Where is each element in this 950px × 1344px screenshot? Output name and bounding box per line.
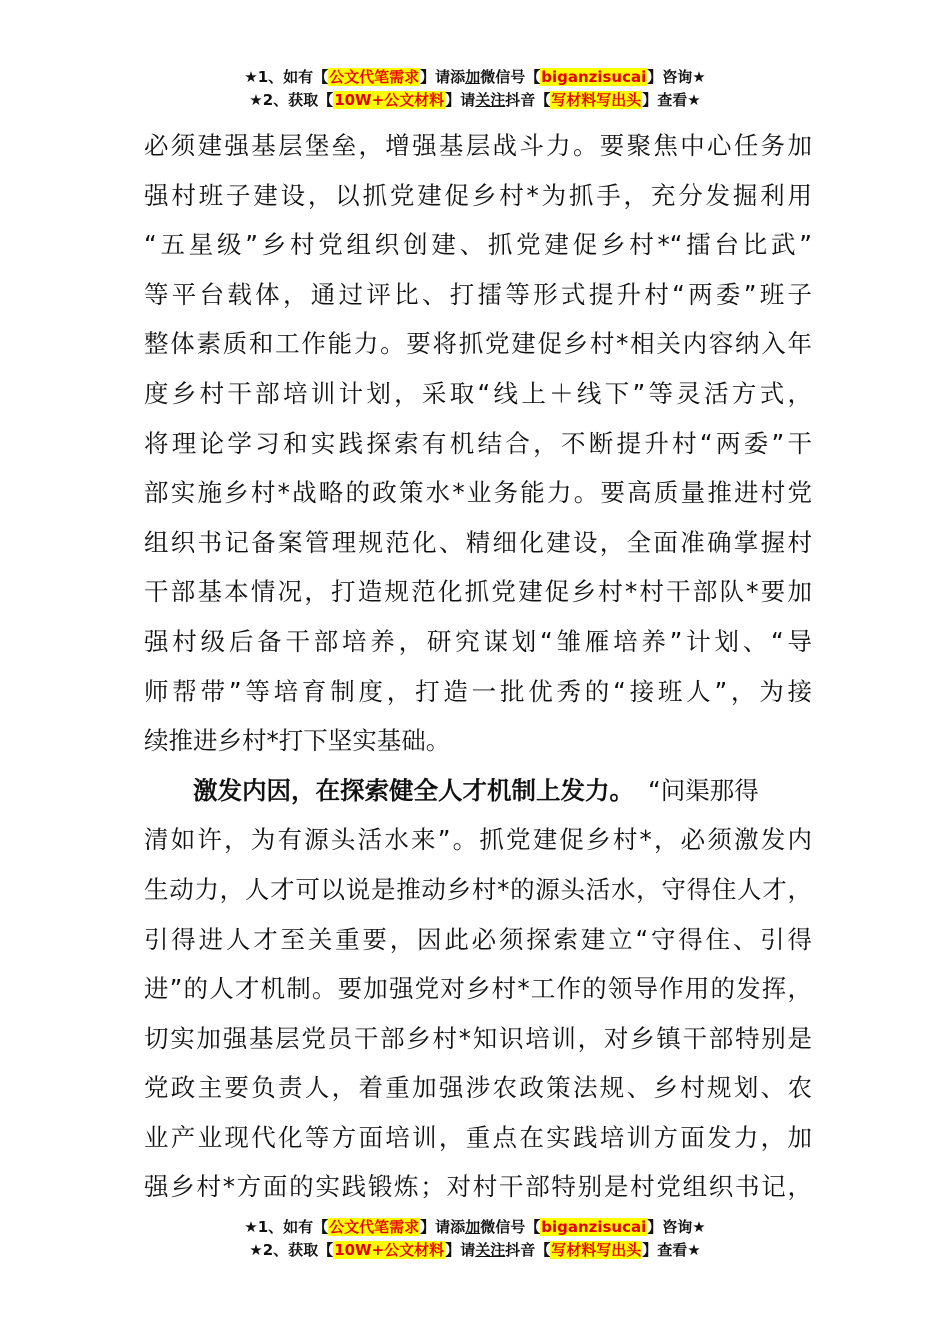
footer-banner bbox=[0, 1216, 950, 1262]
banner-highlight: 公文代笔需求 bbox=[329, 68, 420, 86]
banner-highlight: 10W+公文材料 bbox=[334, 91, 445, 109]
body-text: “问渠那得 bbox=[648, 775, 759, 805]
banner-text: 】请 bbox=[445, 91, 476, 109]
banner-text: 抖音【 bbox=[505, 1241, 551, 1259]
banner-text: 微信号【 bbox=[480, 1218, 541, 1236]
banner-underline: 加 bbox=[465, 68, 481, 86]
banner-highlight: biganzisucai bbox=[541, 1218, 647, 1236]
body-line: 切实加强基层党员干部乡村*知识培训，对乡镇干部特别是 bbox=[144, 1023, 812, 1053]
banner-text: 】请 bbox=[445, 1241, 476, 1259]
banner-line-1 bbox=[0, 66, 950, 89]
body-line: 组织书记备案管理规范化、精细化建设，全面准确掌握村 bbox=[144, 527, 812, 557]
banner-text: ★1、如有【 bbox=[244, 1218, 329, 1236]
body-line: 强村班子建设，以抓党建促乡村*为抓手，充分发掘利用 bbox=[144, 180, 812, 210]
banner-text: 】咨询★ bbox=[647, 68, 706, 86]
body-line: 等平台载体，通过评比、打擂等形式提升村“两委”班子 bbox=[144, 279, 812, 309]
banner-underline: 关注 bbox=[475, 91, 506, 109]
banner-line-2 bbox=[0, 1239, 950, 1262]
body-line: 引得进人才至关重要，因此必须探索建立“守得住、引得 bbox=[144, 924, 812, 954]
banner-line-1 bbox=[0, 1216, 950, 1239]
banner-highlight: 写材料写出头 bbox=[551, 91, 642, 109]
banner-text: ★1、如有【 bbox=[244, 68, 329, 86]
body-line: 强乡村*方面的实践锻炼；对村干部特别是村党组织书记， bbox=[144, 1172, 812, 1202]
body-line: 整体素质和工作能力。要将抓党建促乡村*相关内容纳入年 bbox=[144, 329, 812, 359]
section-heading-line bbox=[144, 766, 812, 816]
body-line: 强村级后备干部培养，研究谋划“雏雁培养”计划、“导 bbox=[144, 626, 812, 656]
banner-underline: 关注 bbox=[475, 1241, 506, 1259]
banner-text: 】请添 bbox=[420, 68, 466, 86]
banner-text: 】咨询★ bbox=[647, 1218, 706, 1236]
banner-highlight: biganzisucai bbox=[541, 68, 647, 86]
banner-highlight: 写材料写出头 bbox=[551, 1241, 642, 1259]
banner-text: 】查看★ bbox=[642, 1241, 701, 1259]
body-line: 必须建强基层堡垒，增强基层战斗力。要聚焦中心任务加 bbox=[144, 131, 812, 160]
banner-text: 】请添 bbox=[420, 1218, 466, 1236]
body-line: 部实施乡村*战略的政策水*业务能力。要高质量推进村党 bbox=[144, 478, 812, 508]
body-line: 师帮带”等培育制度，打造一批优秀的“接班人”，为接 bbox=[144, 676, 812, 706]
banner-text: 】查看★ bbox=[642, 91, 701, 109]
banner-text: 抖音【 bbox=[505, 91, 551, 109]
header-banner bbox=[0, 66, 950, 112]
body-line: 将理论学习和实践探索有机结合，不断提升村“两委”干 bbox=[144, 428, 812, 458]
banner-highlight: 10W+公文材料 bbox=[334, 1241, 445, 1259]
section-heading: 激发内因，在探索健全人才机制上发力。 bbox=[193, 775, 634, 805]
body-line: “五星级”乡村党组织创建、抓党建促乡村*“擂台比武” bbox=[144, 230, 812, 260]
banner-text: ★2、获取【 bbox=[249, 1241, 334, 1259]
body-line: 党政主要负责人，着重加强涉农政策法规、乡村规划、农 bbox=[144, 1073, 812, 1103]
banner-highlight: 公文代笔需求 bbox=[329, 1218, 420, 1236]
body-line: 进”的人才机制。要加强党对乡村*工作的领导作用的发挥， bbox=[144, 974, 812, 1004]
banner-line-2 bbox=[0, 89, 950, 112]
banner-text: ★2、获取【 bbox=[249, 91, 334, 109]
body-line: 清如许，为有源头活水来”。抓党建促乡村*，必须激发内 bbox=[144, 825, 812, 855]
body-line: 度乡村干部培训计划，采取“线上＋线下”等灵活方式， bbox=[144, 378, 812, 408]
body-line: 干部基本情况，打造规范化抓党建促乡村*村干部队*要加 bbox=[144, 577, 812, 607]
document-body bbox=[144, 121, 812, 1212]
body-line: 业产业现代化等方面培训，重点在实践培训方面发力，加 bbox=[144, 1122, 812, 1152]
banner-text: 微信号【 bbox=[480, 68, 541, 86]
body-line: 续推进乡村*打下坚实基础。 bbox=[144, 726, 451, 756]
banner-underline: 加 bbox=[465, 1218, 481, 1236]
body-line: 生动力，人才可以说是推动乡村*的源头活水，守得住人才， bbox=[144, 874, 812, 904]
